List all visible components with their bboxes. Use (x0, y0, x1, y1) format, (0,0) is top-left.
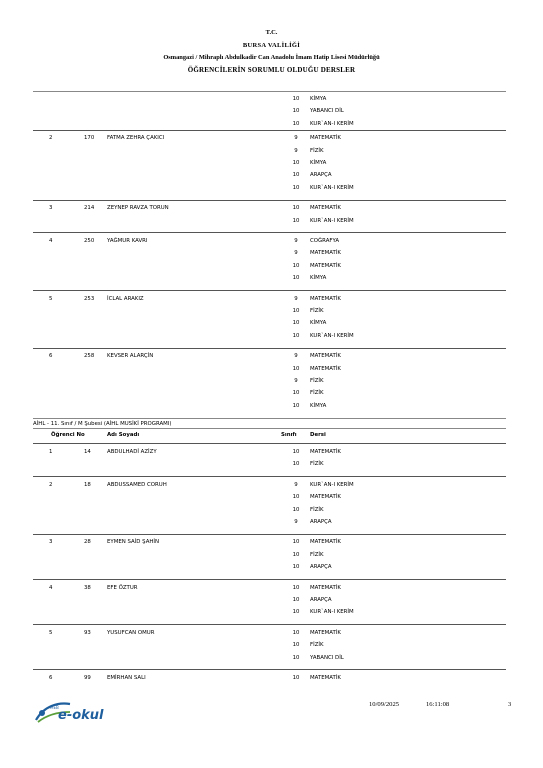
course-name: COĞRAFYA (310, 238, 340, 244)
course-grade: 10 (292, 675, 300, 681)
course-name: KUR`AN-I KERİM (310, 120, 354, 127)
course-grade: 10 (292, 320, 300, 327)
course-name: KUR`AN-I KERİM (310, 184, 354, 191)
student-row-number: 2 (49, 481, 53, 488)
course-name: MATEMATİK (310, 250, 341, 257)
student-name: EMİRHAN SALI (107, 675, 146, 681)
footer-time: 16:11:08 (426, 701, 450, 708)
row-divider (33, 290, 506, 291)
course-grade: 9 (294, 295, 298, 302)
student-number: 38 (84, 584, 91, 591)
course-name: FİZİK (310, 642, 324, 649)
student-name: YAĞMUR KAVRI (107, 238, 148, 244)
course-grade: 10 (292, 551, 300, 558)
student-row-number: 2 (49, 135, 53, 142)
student-number: 250 (84, 238, 95, 244)
course-grade: 9 (294, 238, 298, 244)
course-grade: 10 (292, 275, 300, 282)
student-number: 18 (84, 481, 91, 488)
student-row-number: 3 (49, 205, 53, 212)
course-grade: 10 (292, 506, 300, 513)
course-grade: 10 (292, 365, 300, 372)
course-name: FİZİK (310, 308, 324, 314)
course-grade: 10 (292, 494, 300, 501)
course-name: KİMYA (310, 402, 327, 409)
row-divider (33, 348, 506, 349)
student-number: 93 (84, 629, 91, 636)
student-name: ABDUSSAMED CORUH (107, 481, 167, 488)
e-okul-logo (34, 696, 114, 726)
course-grade: 9 (294, 378, 298, 384)
course-name: FİZİK (310, 461, 324, 468)
student-row-number: 5 (49, 295, 53, 302)
course-grade: 9 (294, 147, 298, 154)
course-name: KİMYA (310, 275, 327, 282)
course-name: MATEMATİK (310, 262, 341, 269)
student-number: 170 (84, 135, 95, 142)
student-name: ZEYNEP RAVZA TORUN (107, 205, 169, 212)
footer-date: 10/09/2025 (369, 701, 400, 708)
course-grade: 10 (292, 654, 300, 661)
course-grade: 10 (292, 461, 300, 468)
course-name: FİZİK (310, 551, 324, 558)
row-divider (33, 418, 506, 419)
page-number: 3 (508, 701, 512, 708)
row-divider (33, 428, 506, 429)
course-grade: 10 (292, 539, 300, 546)
header-governorship: BURSA VALİLİĞİ (242, 42, 301, 49)
course-grade: 10 (292, 584, 300, 591)
course-grade: 10 (292, 96, 300, 102)
row-divider (33, 624, 506, 625)
logo-meb-text: MEB (50, 705, 59, 710)
course-name: FİZİK (310, 506, 324, 513)
course-grade: 10 (292, 642, 300, 649)
student-number: 253 (84, 295, 95, 302)
row-divider (33, 130, 506, 131)
course-name: KİMYA (310, 160, 327, 166)
row-divider (33, 200, 506, 201)
course-grade: 10 (292, 120, 300, 127)
course-grade: 10 (292, 449, 300, 455)
course-name: MATEMATİK (310, 629, 341, 636)
course-name: MATEMATİK (310, 494, 341, 501)
row-divider (33, 443, 506, 444)
course-name: MATEMATİK (310, 584, 341, 591)
student-name: YUSUFCAN OMUR (107, 629, 155, 636)
course-grade: 10 (292, 217, 300, 224)
student-number: 99 (84, 675, 91, 681)
course-name: KİMYA (310, 320, 327, 327)
student-row-number: 5 (49, 629, 53, 636)
course-grade: 10 (292, 308, 300, 314)
student-name: FATMA ZEHRA ÇAKICI (107, 135, 165, 142)
course-name: YABANCI DİL (310, 108, 344, 115)
course-name: KUR`AN-I KERİM (310, 332, 354, 339)
row-divider (33, 476, 506, 477)
course-grade: 10 (292, 160, 300, 166)
column-header-course: Dersi (310, 432, 326, 438)
student-name: İCLAL ARAKIZ (107, 295, 144, 302)
course-grade: 9 (294, 353, 298, 360)
page-title: ÖĞRENCİLERİN SORUMLU OLDUĞU DERSLER (187, 66, 356, 74)
course-grade: 10 (292, 108, 300, 115)
student-row-number: 6 (49, 675, 53, 681)
course-grade: 10 (292, 609, 300, 616)
course-name: KİMYA (310, 96, 327, 102)
student-number: 28 (84, 539, 91, 546)
course-name: MATEMATİK (310, 135, 341, 142)
course-name: KUR`AN-I KERİM (310, 217, 354, 224)
header-country: T.C. (265, 29, 278, 36)
course-name: MATEMATİK (310, 539, 341, 546)
student-row-number: 4 (49, 584, 53, 591)
row-divider (33, 669, 506, 670)
student-name: ABDULHADİ AZİZY (107, 449, 157, 455)
course-name: ARAPÇA (310, 564, 332, 571)
row-divider (33, 579, 506, 580)
student-name: EFE ÖZTUR (107, 584, 138, 591)
course-grade: 9 (294, 250, 298, 257)
course-grade: 9 (294, 519, 298, 525)
course-grade: 10 (292, 597, 300, 603)
course-name: MATEMATİK (310, 449, 341, 455)
logo-text: e-okul (58, 708, 104, 723)
course-grade: 9 (294, 481, 298, 488)
course-name: MATEMATİK (310, 353, 341, 360)
course-name: ARAPÇA (310, 519, 332, 525)
course-grade: 10 (292, 629, 300, 636)
course-grade: 10 (292, 205, 300, 212)
course-grade: 10 (292, 172, 300, 179)
column-header-grade: Sınıfı (281, 432, 297, 438)
section-title: AİHL - 11. Sınıf / M Şubesi (AİHL MUSİKİ PROGRAMI) (33, 421, 172, 427)
student-number: 214 (84, 205, 95, 212)
course-name: MATEMATİK (310, 365, 341, 372)
course-grade: 9 (294, 135, 298, 142)
course-grade: 10 (292, 564, 300, 571)
course-name: ARAPÇA (310, 597, 332, 603)
header-school: Osmangazi / Mihraplı Abdulkadir Can Anadolu İmam Hatip Lisesi Müdürlüğü (163, 54, 380, 61)
course-name: MATEMATİK (310, 295, 341, 302)
course-grade: 10 (292, 402, 300, 409)
student-row-number: 3 (49, 539, 53, 546)
course-grade: 10 (292, 390, 300, 397)
course-name: KUR`AN-I KERİM (310, 609, 354, 616)
student-name: EYMEN SAİD ŞAHİN (107, 539, 160, 546)
student-row-number: 6 (49, 353, 53, 360)
course-grade: 10 (292, 184, 300, 191)
student-number: 14 (84, 449, 91, 455)
course-name: ARAPÇA (310, 172, 332, 179)
course-name: FİZİK (310, 390, 324, 397)
row-divider (33, 91, 506, 92)
course-grade: 10 (292, 262, 300, 269)
row-divider (33, 534, 506, 535)
course-grade: 10 (292, 332, 300, 339)
course-name: MATEMATİK (310, 675, 341, 681)
course-name: FİZİK (310, 147, 324, 154)
column-header-name: Adı Soyadı (107, 432, 140, 438)
student-number: 258 (84, 353, 95, 360)
student-row-number: 1 (49, 449, 53, 455)
course-name: KUR`AN-I KERİM (310, 481, 354, 488)
student-row-number: 4 (49, 238, 53, 244)
course-name: YABANCI DİL (310, 654, 344, 661)
column-header-student-no: Öğrenci No (51, 432, 85, 438)
student-name: KEVSER ALARÇİN (107, 353, 154, 360)
course-name: MATEMATİK (310, 205, 341, 212)
course-name: FİZİK (310, 378, 324, 384)
row-divider (33, 232, 506, 233)
